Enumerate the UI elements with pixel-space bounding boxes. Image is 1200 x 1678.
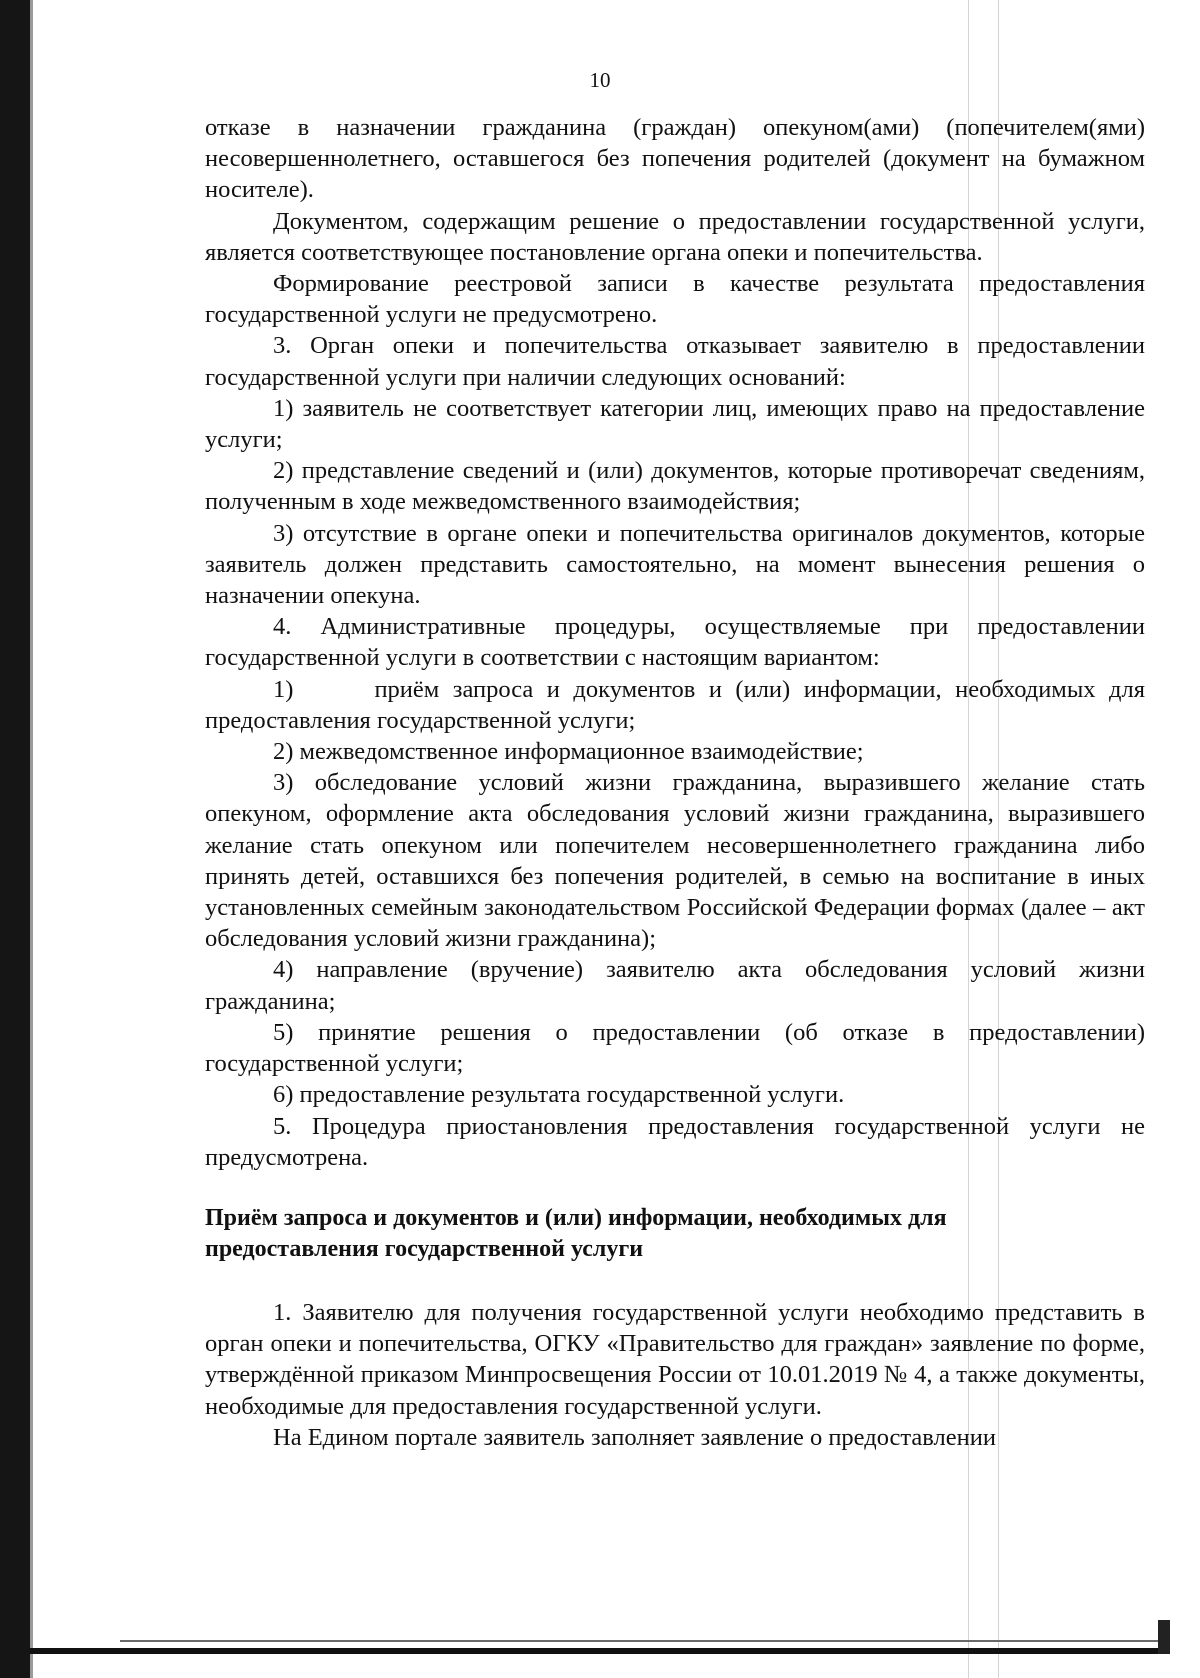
- paragraph: Документом, содержащим решение о предоставлении государственной услуги, является соответствующее постановление органа опеки и попечительства.: [205, 207, 1145, 266]
- paragraph: На Едином портале заявитель заполняет заявление о предоставлении: [273, 1423, 996, 1451]
- page-number: 10: [589, 68, 611, 92]
- list-item: 4) направление (вручение) заявителю акта обследования условий жизни гражданина;: [205, 956, 1145, 1015]
- section-heading-line-2: предоставления государственной услуги: [205, 1235, 644, 1262]
- list-item: 2) межведомственное информационное взаимодействие;: [273, 738, 864, 766]
- paragraph-item-5: 5. Процедура приостановления предоставления государственной услуги не предусмотрена.: [205, 1112, 1145, 1171]
- list-item: 1) приём запроса и документов и (или) информации, необходимых для предоставления государственной услуги;: [205, 675, 1145, 734]
- paragraph-item-3: 3. Орган опеки и попечительства отказывает заявителю в предоставлении государственной услуги при наличии следующих оснований:: [205, 332, 1145, 391]
- list-item: 1) заявитель не соответствует категории лиц, имеющих право на предоставление услуги;: [205, 394, 1145, 454]
- list-item: 3) отсутствие в органе опеки и попечительства оригиналов документов, которые заявитель должен представить самостоятельно, на момент вынесения решения о назначении опекуна.: [205, 519, 1145, 610]
- document-body: [205, 112, 1145, 1453]
- paragraph: Формирование реестровой записи в качестве результата предоставления государственной услуги не предусмотрено.: [205, 270, 1145, 329]
- section-heading-line-1: Приём запроса и документов и (или) информации, необходимых для: [205, 1204, 947, 1231]
- scan-bottom-edge: [30, 1648, 1170, 1654]
- list-item: 5) принятие решения о предоставлении (об отказе в предоставлении) государственной услуги;: [205, 1018, 1145, 1078]
- scan-left-edge: [0, 0, 30, 1678]
- scan-corner-mark: [1158, 1620, 1170, 1654]
- list-item: 3) обследование условий жизни гражданина, выразившего желание стать опекуном, оформление акта обследования условий жизни гражданина, выразившего желание стать опекуном или попечителем несовершеннолетнего гражданина либо принять детей, оставшихся без попечения родителей, в семью на воспитание в иных установленных семейным законодательством Российской Федерации формах (далее – акт обследования условий жизни гражданина);: [205, 769, 1145, 953]
- list-item: 6) предоставление результата государственной услуги.: [273, 1081, 845, 1109]
- paragraph-item-1: 1. Заявителю для получения государственной услуги необходимо представить в орган опеки и попечительства, ОГКУ «Правительство для граждан» заявление по форме, утверждённой приказом Минпросвещения России от 10.01.2019 № 4, а также документы, необходимые для предоставления государственной услуги.: [205, 1298, 1145, 1420]
- paragraph-item-4: 4. Административные процедуры, осуществляемые при предоставлении государственной услуги в соответствии с настоящим вариантом:: [205, 613, 1145, 672]
- list-item: 2) представление сведений и (или) документов, которые противоречат сведениям, полученным в ходе межведомственного взаимодействия;: [205, 457, 1145, 516]
- scan-bottom-shadow: [120, 1640, 1170, 1642]
- scan-left-edge-shadow: [30, 0, 33, 1678]
- section-heading: [205, 1203, 1145, 1265]
- paragraph-continuation: отказе в назначении гражданина (граждан) опекуном(ами) (попечителем(ями) несовершеннолетнего, оставшегося без попечения родителей (документ на бумажном носителе).: [205, 114, 1145, 204]
